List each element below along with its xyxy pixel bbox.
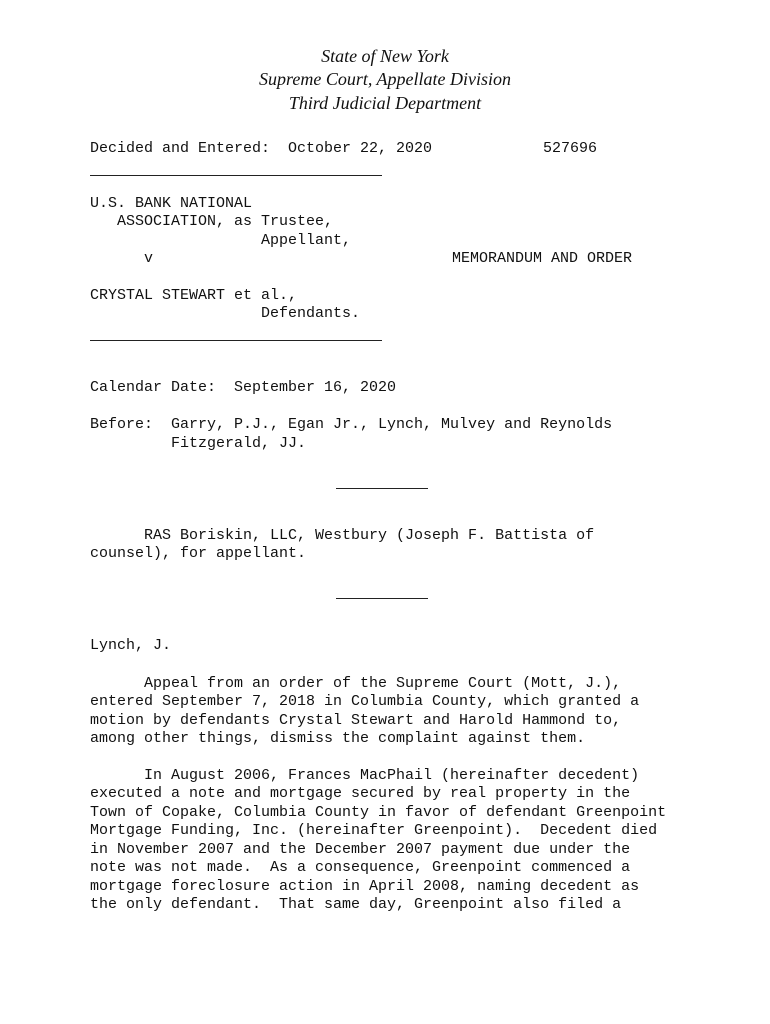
paragraph-line: Town of Copake, Columbia County in favor of defendant Greenpoint <box>90 804 667 821</box>
paragraph-line: mortgage foreclosure action in April 2008, naming decedent as <box>90 878 640 895</box>
defendant-role: Defendants. <box>90 305 361 322</box>
paragraph-line: in November 2007 and the December 2007 payment due under the <box>90 841 631 858</box>
caption-bottom-rule <box>90 340 382 341</box>
counsel-line-1: RAS Boriskin, LLC, Westbury (Joseph F. Battista of <box>90 527 595 544</box>
paragraph-line: the only defendant. That same day, Greenpoint also filed a <box>90 896 622 913</box>
calendar-date: Calendar Date: September 16, 2020 <box>90 379 397 396</box>
paragraph-line: Mortgage Funding, Inc. (hereinafter Greenpoint). Decedent died <box>90 822 658 839</box>
docket-number: 527696 <box>543 140 598 157</box>
paragraph-line: entered September 7, 2018 in Columbia County, which granted a <box>90 693 640 710</box>
section-divider-2 <box>336 598 428 599</box>
paragraph-line: motion by defendants Crystal Stewart and Harold Hammond to, <box>90 712 622 729</box>
bench-line-2: Fitzgerald, JJ. <box>90 435 307 452</box>
paragraph-line: Appeal from an order of the Supreme Court (Mott, J.), <box>90 675 622 692</box>
court-department: Third Judicial Department <box>288 93 482 113</box>
opinion-author: Lynch, J. <box>90 637 172 654</box>
counsel-line-2: counsel), for appellant. <box>90 545 307 562</box>
plaintiff-line-2: ASSOCIATION, as Trustee, <box>90 213 334 230</box>
plaintiff-line-1: U.S. BANK NATIONAL <box>90 195 253 212</box>
paragraph-line: among other things, dismiss the complaint against them. <box>90 730 586 747</box>
decided-entered: Decided and Entered: October 22, 2020 <box>90 140 433 157</box>
court-name: Supreme Court, Appellate Division <box>259 69 511 89</box>
bench-line-1: Before: Garry, P.J., Egan Jr., Lynch, Mulvey and Reynolds <box>90 416 613 433</box>
order-type: MEMORANDUM AND ORDER <box>452 250 633 267</box>
paragraph-line: In August 2006, Frances MacPhail (hereinafter decedent) <box>90 767 640 784</box>
paragraph-line: executed a note and mortgage secured by real property in the <box>90 785 631 802</box>
court-state: State of New York <box>321 46 449 66</box>
plaintiff-role: Appellant, <box>90 232 352 249</box>
section-divider-1 <box>336 488 428 489</box>
caption-top-rule <box>90 175 382 176</box>
paragraph-line: note was not made. As a consequence, Greenpoint commenced a <box>90 859 631 876</box>
defendant-line-1: CRYSTAL STEWART et al., <box>90 287 298 304</box>
versus: v <box>90 250 154 267</box>
